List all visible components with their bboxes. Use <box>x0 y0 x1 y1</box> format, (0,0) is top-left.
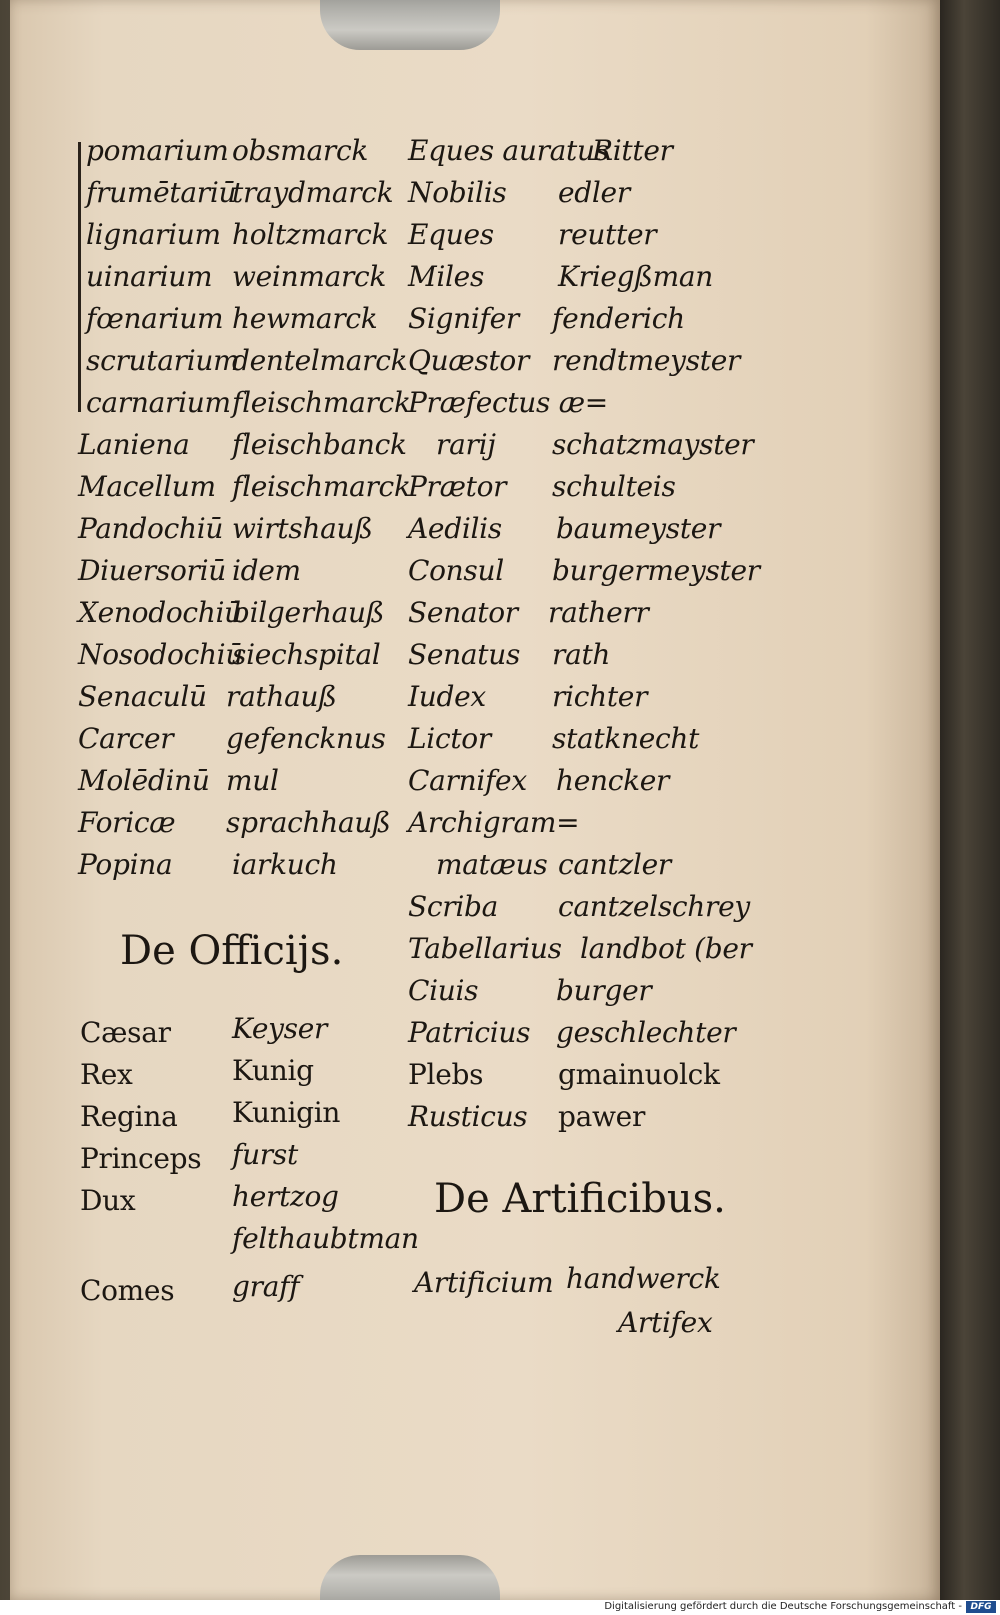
latin-term: Nobilis <box>408 176 507 209</box>
latin-term: Carcer <box>78 722 174 755</box>
catchword: Artifex <box>618 1306 713 1339</box>
latin-term: Carnifex <box>408 764 527 797</box>
latin-term: Senaculū <box>78 680 207 713</box>
german-term: fleischmarck <box>232 470 411 503</box>
latin-term: Senatus <box>408 638 521 671</box>
latin-term: Ciuis <box>408 974 479 1007</box>
german-term: Kunig <box>232 1054 314 1087</box>
latin-term: Eques auratus <box>408 134 609 167</box>
latin-term: Macellum <box>78 470 216 503</box>
german-term: Keyser <box>232 1012 328 1045</box>
german-term: mul <box>226 764 279 797</box>
german-term: landbot (ber <box>580 932 752 965</box>
german-term: burger <box>556 974 652 1007</box>
bottom-clip <box>320 1555 500 1605</box>
section-heading-artificibus: De Artificibus. <box>434 1176 726 1222</box>
german-term: schatzmayster <box>552 428 754 461</box>
german-term: gefencknus <box>226 722 386 755</box>
latin-term: Foricæ <box>78 806 176 839</box>
german-term: fleischmarck <box>232 386 411 419</box>
latin-term: Aedilis <box>408 512 502 545</box>
german-term: graff <box>232 1270 300 1303</box>
latin-term: Patricius <box>408 1016 531 1049</box>
latin-term: Artificium <box>414 1266 554 1299</box>
latin-term: Signifer <box>408 302 519 335</box>
latin-term: Popina <box>78 848 173 881</box>
latin-term: scrutarium <box>86 344 240 377</box>
german-term: siechspital <box>232 638 381 671</box>
german-term: rath <box>552 638 611 671</box>
latin-term: uinarium <box>86 260 213 293</box>
latin-term: Eques <box>408 218 494 251</box>
latin-term: Pandochiū <box>78 512 224 545</box>
latin-term: Rusticus <box>408 1100 528 1133</box>
latin-term: Lictor <box>408 722 491 755</box>
latin-term: Princeps <box>80 1142 202 1175</box>
latin-term: Scriba <box>408 890 499 923</box>
german-term: hencker <box>556 764 670 797</box>
german-term: handwerck <box>566 1262 721 1295</box>
german-term: statknecht <box>552 722 700 755</box>
german-term: richter <box>552 680 648 713</box>
latin-term: Molēdinū <box>78 764 210 797</box>
german-term: edler <box>558 176 630 209</box>
latin-term: lignarium <box>86 218 221 251</box>
german-term: holtzmarck <box>232 218 389 251</box>
german-term: cantzler <box>558 848 671 881</box>
latin-term: Rex <box>80 1058 133 1091</box>
latin-term: Regina <box>80 1100 178 1133</box>
latin-term: carnarium <box>86 386 231 419</box>
german-term: cantzelschrey <box>558 890 750 923</box>
book-edge <box>940 0 1000 1600</box>
latin-term: Præfectus æ= <box>408 386 608 419</box>
latin-term: rarij <box>436 428 496 461</box>
german-term: geschlechter <box>556 1016 736 1049</box>
german-term: rathauß <box>226 680 337 713</box>
latin-term: Iudex <box>408 680 486 713</box>
german-term: obsmarck <box>232 134 369 167</box>
german-term: Kunigin <box>232 1096 341 1129</box>
german-term: idem <box>232 554 301 587</box>
latin-term: Xenodochiū <box>78 596 242 629</box>
german-term: fenderich <box>552 302 685 335</box>
latin-term: Miles <box>408 260 485 293</box>
german-term: dentelmarck <box>232 344 408 377</box>
german-term: pawer <box>558 1100 646 1133</box>
dfg-logo: DFG <box>966 1601 996 1613</box>
german-term: Kriegßman <box>558 260 714 293</box>
latin-term: Consul <box>408 554 504 587</box>
german-term: bilgerhauß <box>232 596 385 629</box>
german-term: furst <box>232 1138 298 1171</box>
latin-term: Senator <box>408 596 518 629</box>
latin-term: pomarium <box>86 134 229 167</box>
german-term: weinmarck <box>232 260 387 293</box>
latin-term: Plebs <box>408 1058 484 1091</box>
footer-credit: Digitalisierung gefördert durch die Deutsche Forschungsgemeinschaft - <box>604 1601 962 1612</box>
german-term: gmainuolck <box>558 1058 720 1091</box>
latin-term: Cæsar <box>80 1016 171 1049</box>
german-term: felthaubtman <box>232 1222 419 1255</box>
german-term: traydmarck <box>232 176 394 209</box>
section-heading-officiis: De Officijs. <box>120 928 344 974</box>
top-clip <box>320 0 500 50</box>
latin-term: Comes <box>80 1274 175 1307</box>
latin-term: Prætor <box>408 470 507 503</box>
german-term: burgermeyster <box>552 554 760 587</box>
latin-term: Dux <box>80 1184 136 1217</box>
latin-term: Nosodochiū <box>78 638 244 671</box>
latin-term: frumētariū <box>86 176 237 209</box>
latin-term: Diuersoriū <box>78 554 226 587</box>
latin-term: fœnarium <box>86 302 224 335</box>
german-term: iarkuch <box>232 848 338 881</box>
german-term: ratherr <box>548 596 649 629</box>
latin-term: Quæstor <box>408 344 530 377</box>
german-term: fleischbanck <box>232 428 407 461</box>
german-term: reutter <box>558 218 657 251</box>
german-term: baumeyster <box>556 512 721 545</box>
german-term: hewmarck <box>232 302 378 335</box>
german-term: Ritter <box>592 134 673 167</box>
latin-term: matæus <box>436 848 548 881</box>
german-term: wirtshauß <box>232 512 373 545</box>
german-term: schulteis <box>552 470 676 503</box>
german-term: hertzog <box>232 1180 339 1213</box>
latin-term: Laniena <box>78 428 190 461</box>
bracket-line <box>78 142 81 412</box>
german-term: rendtmeyster <box>552 344 741 377</box>
german-term: sprachhauß <box>226 806 391 839</box>
latin-term: Tabellarius <box>408 932 562 965</box>
latin-term: Archigram= <box>408 806 580 839</box>
